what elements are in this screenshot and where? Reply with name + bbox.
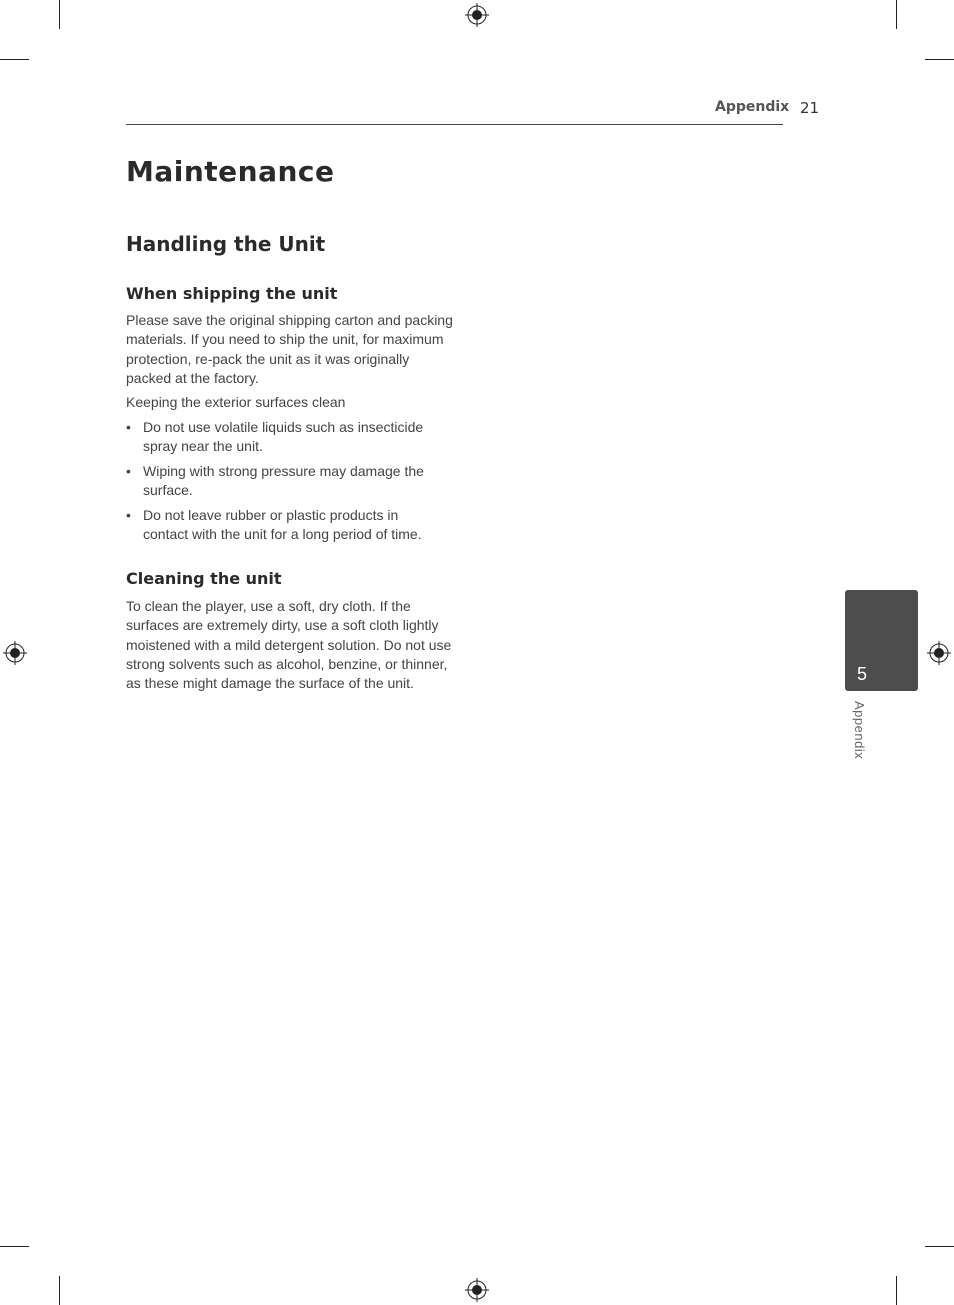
chapter-tab-label: Appendix xyxy=(852,701,867,760)
list-item xyxy=(126,418,446,457)
bullet-icon: • xyxy=(126,463,131,480)
crop-mark xyxy=(925,59,954,60)
header-section-label: Appendix xyxy=(715,99,790,115)
bullet-icon: • xyxy=(126,419,131,435)
registration-mark-icon xyxy=(465,3,489,27)
page-number: 21 xyxy=(800,99,820,117)
exterior-subheading: Keeping the exterior surfaces clean xyxy=(126,394,346,410)
bullet-icon: • xyxy=(126,507,131,524)
registration-mark-icon xyxy=(465,1278,489,1302)
cleaning-heading: Cleaning the unit xyxy=(126,569,282,588)
registration-mark-icon xyxy=(927,641,951,665)
crop-mark xyxy=(59,1276,60,1305)
section-heading: Handling the Unit xyxy=(126,232,326,256)
cleaning-paragraph: To clean the player, use a soft, dry cloth. If the surfaces are extremely dirty, use a soft cloth lightly moistened with a mild detergent solution. Do not use strong solvents such as alcohol, benzine, or thinner, as these might damage the surface of the unit. xyxy=(126,598,452,692)
page-title: Maintenance xyxy=(126,155,335,188)
bullet-text: Wiping with strong pressure may damage the surface. xyxy=(143,463,424,499)
care-bullet-list xyxy=(126,418,446,550)
crop-mark xyxy=(59,0,60,29)
chapter-tab xyxy=(845,590,918,691)
crop-mark xyxy=(925,1246,954,1247)
crop-mark xyxy=(0,1246,29,1247)
header-divider xyxy=(126,124,783,125)
list-item xyxy=(126,462,446,501)
crop-mark xyxy=(896,1276,897,1305)
crop-mark xyxy=(0,59,29,60)
bullet-text: Do not use volatile liquids such as insecticide spray near the unit. xyxy=(143,419,424,455)
chapter-number: 5 xyxy=(857,664,868,684)
shipping-heading: When shipping the unit xyxy=(126,284,338,303)
crop-mark xyxy=(896,0,897,29)
registration-mark-icon xyxy=(3,641,27,665)
shipping-paragraph: Please save the original shipping carton and packing materials. If you need to ship the unit, for maximum protection, re-pack the unit as it was originally packed at the factory. xyxy=(126,312,453,386)
list-item xyxy=(126,506,446,545)
bullet-text: Do not leave rubber or plastic products in contact with the unit for a long period of time. xyxy=(143,507,422,543)
